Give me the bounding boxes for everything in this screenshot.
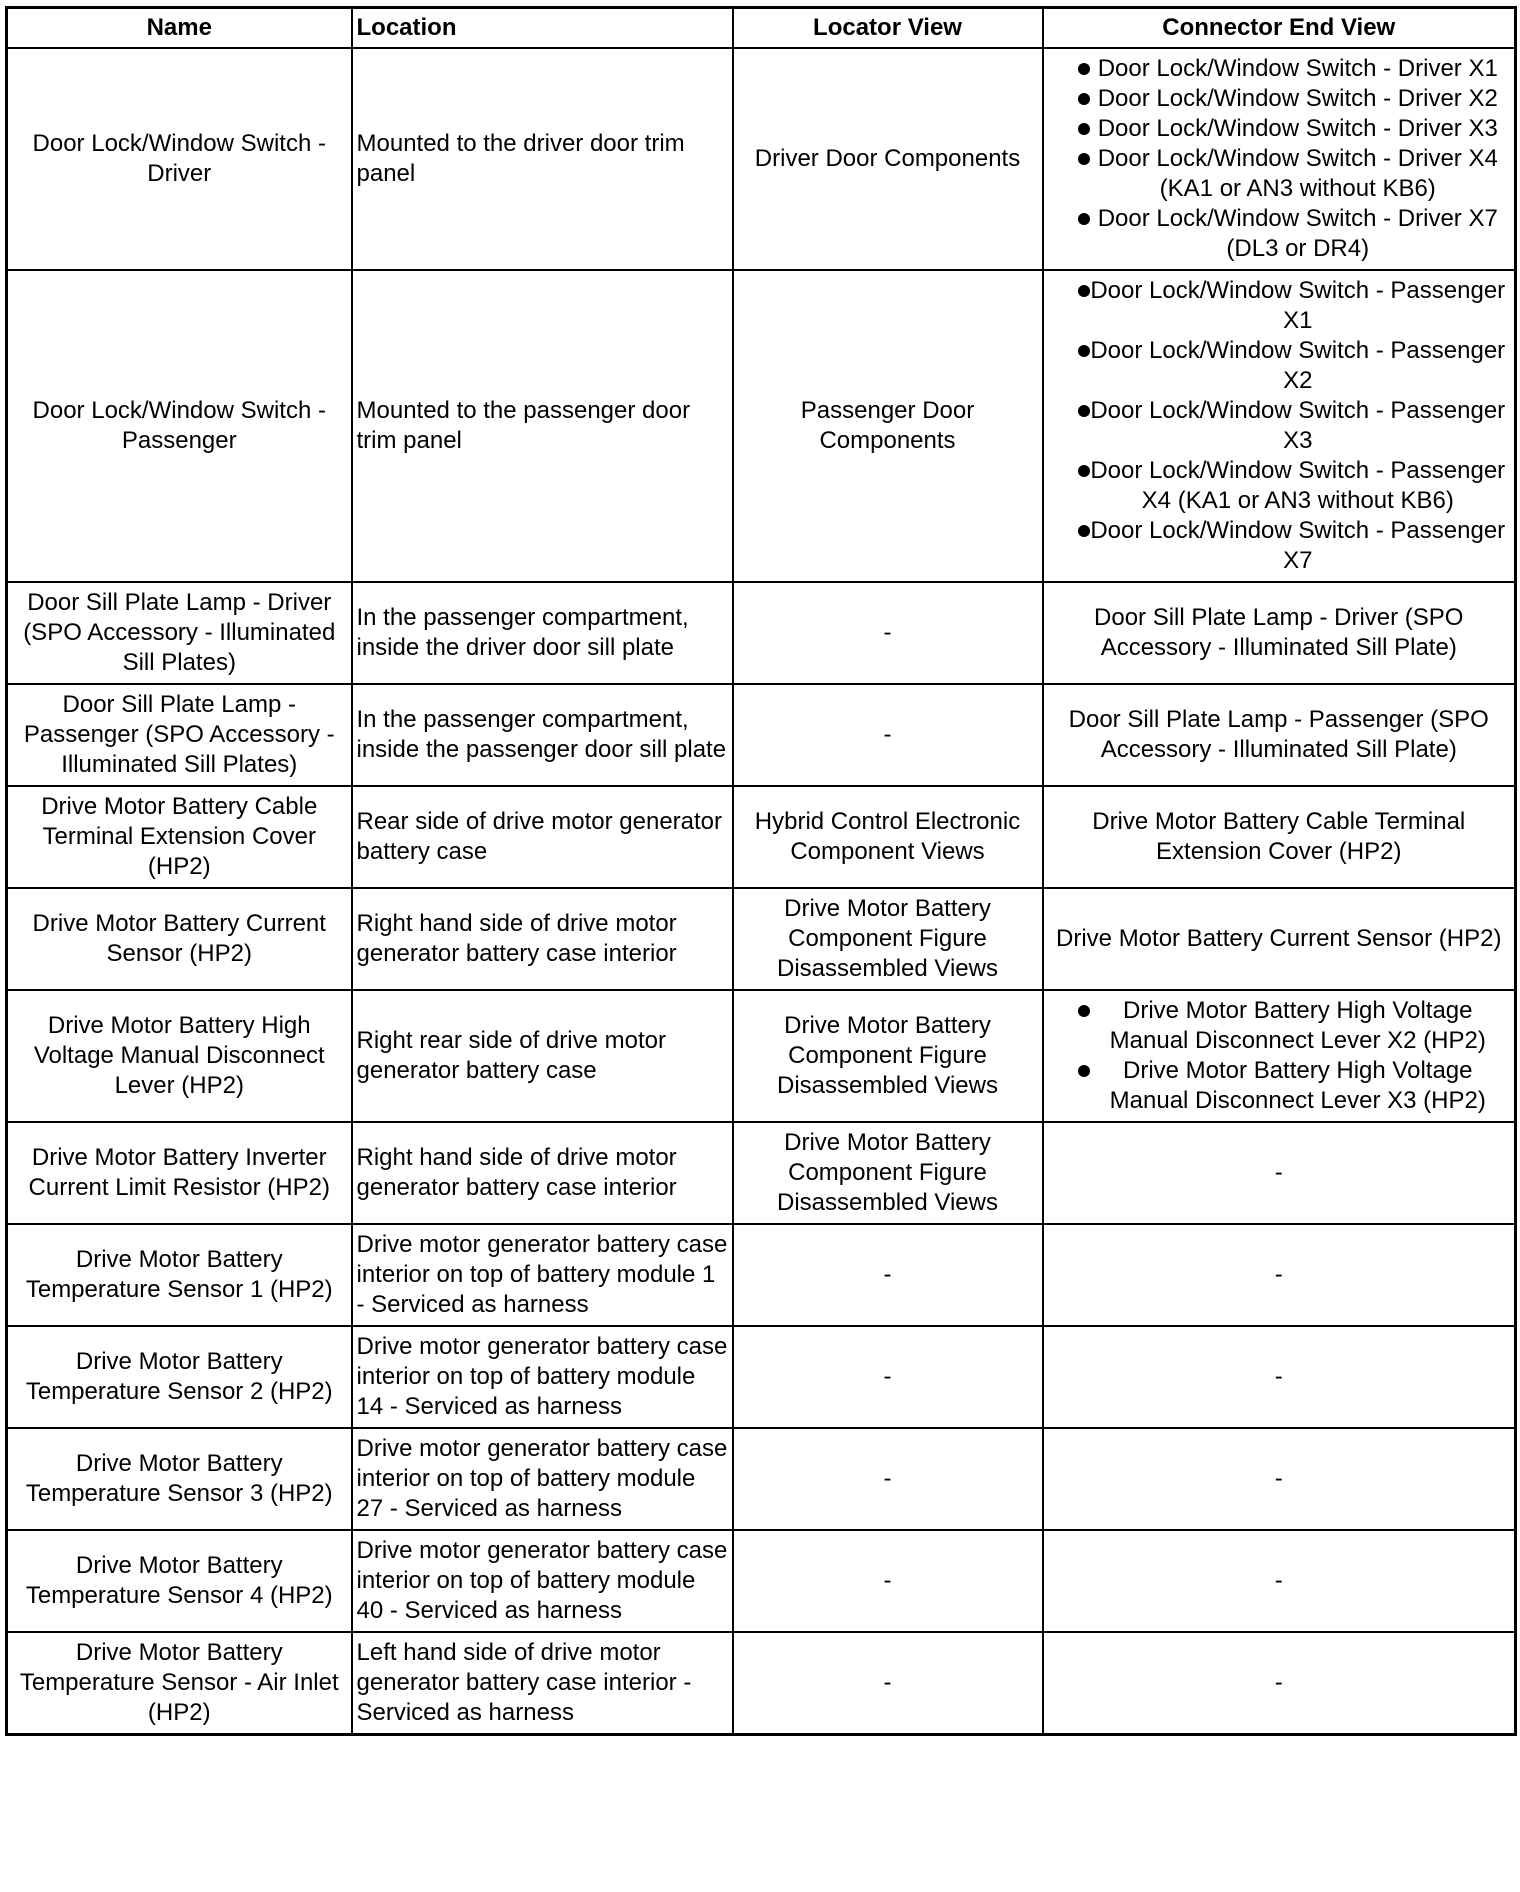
cell-name: Door Lock/Window Switch - Driver [7,48,352,270]
cell-name: Door Sill Plate Lamp - Driver (SPO Accessory - Illuminated Sill Plates) [7,582,352,684]
cell-connector-end-view: - [1043,1326,1516,1428]
connector-item[interactable]: Door Lock/Window Switch - Passenger X4 (KA1 or AN3 without KB6) [1048,456,1511,516]
cell-connector-end-view: - [1043,1428,1516,1530]
cell-name: Door Lock/Window Switch - Passenger [7,270,352,582]
cell-location: Drive motor generator battery case interior on top of battery module 40 - Serviced as harness [352,1530,733,1632]
cell-locator-view: - [733,582,1043,684]
cell-name: Drive Motor Battery High Voltage Manual Disconnect Lever (HP2) [7,990,352,1122]
connector-item[interactable]: Door Lock/Window Switch - Driver X3 [1048,114,1511,144]
table-row [7,48,1516,270]
header-name: Name [7,8,352,49]
cell-connector-end-view [1043,270,1516,582]
cell-location: Mounted to the driver door trim panel [352,48,733,270]
table-row [7,888,1516,990]
connector-item[interactable]: Door Lock/Window Switch - Driver X7 (DL3 or DR4) [1048,204,1511,264]
table-row [7,582,1516,684]
cell-connector-end-view[interactable]: Drive Motor Battery Current Sensor (HP2) [1043,888,1516,990]
cell-connector-end-view: - [1043,1530,1516,1632]
table-row [7,990,1516,1122]
connector-item[interactable]: Door Lock/Window Switch - Driver X4 (KA1 or AN3 without KB6) [1048,144,1511,204]
cell-connector-end-view: - [1043,1122,1516,1224]
connector-item[interactable]: Drive Motor Battery High Voltage Manual Disconnect Lever X3 (HP2) [1048,1056,1511,1116]
cell-name: Drive Motor Battery Temperature Sensor 4 (HP2) [7,1530,352,1632]
connector-item[interactable]: Door Lock/Window Switch - Driver X2 [1048,84,1511,114]
cell-name: Drive Motor Battery Temperature Sensor 1 (HP2) [7,1224,352,1326]
header-location: Location [352,8,733,49]
connector-item[interactable]: Door Lock/Window Switch - Passenger X2 [1048,336,1511,396]
component-locator-table [5,6,1517,1736]
table-row [7,1428,1516,1530]
table-row [7,684,1516,786]
cell-name: Drive Motor Battery Temperature Sensor 2 (HP2) [7,1326,352,1428]
cell-locator-view: - [733,1224,1043,1326]
connector-list [1048,276,1511,576]
cell-location: Right rear side of drive motor generator battery case [352,990,733,1122]
table-row [7,786,1516,888]
cell-locator-view: - [733,1530,1043,1632]
cell-location: Rear side of drive motor generator battery case [352,786,733,888]
cell-connector-end-view [1043,990,1516,1122]
cell-locator-view[interactable]: Passenger Door Components [733,270,1043,582]
cell-name: Door Sill Plate Lamp - Passenger (SPO Accessory - Illuminated Sill Plates) [7,684,352,786]
connector-item[interactable]: Drive Motor Battery High Voltage Manual Disconnect Lever X2 (HP2) [1048,996,1511,1056]
component-locator-table-wrapper [5,6,1517,1736]
cell-locator-view: - [733,1632,1043,1735]
cell-location: Drive motor generator battery case interior on top of battery module 1 - Serviced as harness [352,1224,733,1326]
cell-location: Right hand side of drive motor generator battery case interior [352,888,733,990]
connector-item[interactable]: Door Lock/Window Switch - Passenger X7 [1048,516,1511,576]
cell-locator-view: - [733,1428,1043,1530]
cell-name: Drive Motor Battery Current Sensor (HP2) [7,888,352,990]
cell-name: Drive Motor Battery Inverter Current Limit Resistor (HP2) [7,1122,352,1224]
table-row [7,1530,1516,1632]
cell-name: Drive Motor Battery Cable Terminal Extension Cover (HP2) [7,786,352,888]
cell-locator-view[interactable]: Drive Motor Battery Component Figure Disassembled Views [733,1122,1043,1224]
cell-connector-end-view[interactable]: Drive Motor Battery Cable Terminal Extension Cover (HP2) [1043,786,1516,888]
connector-item[interactable]: Door Lock/Window Switch - Passenger X1 [1048,276,1511,336]
connector-item[interactable]: Door Lock/Window Switch - Driver X1 [1048,54,1511,84]
cell-locator-view[interactable]: Drive Motor Battery Component Figure Disassembled Views [733,888,1043,990]
header-connector-end-view: Connector End View [1043,8,1516,49]
cell-connector-end-view[interactable]: Door Sill Plate Lamp - Passenger (SPO Accessory - Illuminated Sill Plate) [1043,684,1516,786]
cell-connector-end-view: - [1043,1224,1516,1326]
table-row [7,270,1516,582]
connector-list [1048,54,1511,264]
cell-locator-view[interactable]: Drive Motor Battery Component Figure Disassembled Views [733,990,1043,1122]
cell-locator-view[interactable]: Hybrid Control Electronic Component Views [733,786,1043,888]
cell-connector-end-view: - [1043,1632,1516,1735]
cell-location: Mounted to the passenger door trim panel [352,270,733,582]
cell-location: In the passenger compartment, inside the passenger door sill plate [352,684,733,786]
cell-connector-end-view [1043,48,1516,270]
table-row [7,1122,1516,1224]
cell-location: In the passenger compartment, inside the driver door sill plate [352,582,733,684]
header-row [7,8,1516,49]
connector-list [1048,996,1511,1116]
cell-locator-view: - [733,1326,1043,1428]
cell-name: Drive Motor Battery Temperature Sensor 3 (HP2) [7,1428,352,1530]
table-row [7,1224,1516,1326]
table-row [7,1326,1516,1428]
connector-item[interactable]: Door Lock/Window Switch - Passenger X3 [1048,396,1511,456]
table-row [7,1632,1516,1735]
cell-location: Drive motor generator battery case interior on top of battery module 14 - Serviced as harness [352,1326,733,1428]
cell-location: Drive motor generator battery case interior on top of battery module 27 - Serviced as harness [352,1428,733,1530]
cell-location: Right hand side of drive motor generator battery case interior [352,1122,733,1224]
cell-connector-end-view[interactable]: Door Sill Plate Lamp - Driver (SPO Accessory - Illuminated Sill Plate) [1043,582,1516,684]
cell-locator-view: - [733,684,1043,786]
header-locator-view: Locator View [733,8,1043,49]
cell-name: Drive Motor Battery Temperature Sensor - Air Inlet (HP2) [7,1632,352,1735]
cell-location: Left hand side of drive motor generator battery case interior - Serviced as harness [352,1632,733,1735]
cell-locator-view[interactable]: Driver Door Components [733,48,1043,270]
